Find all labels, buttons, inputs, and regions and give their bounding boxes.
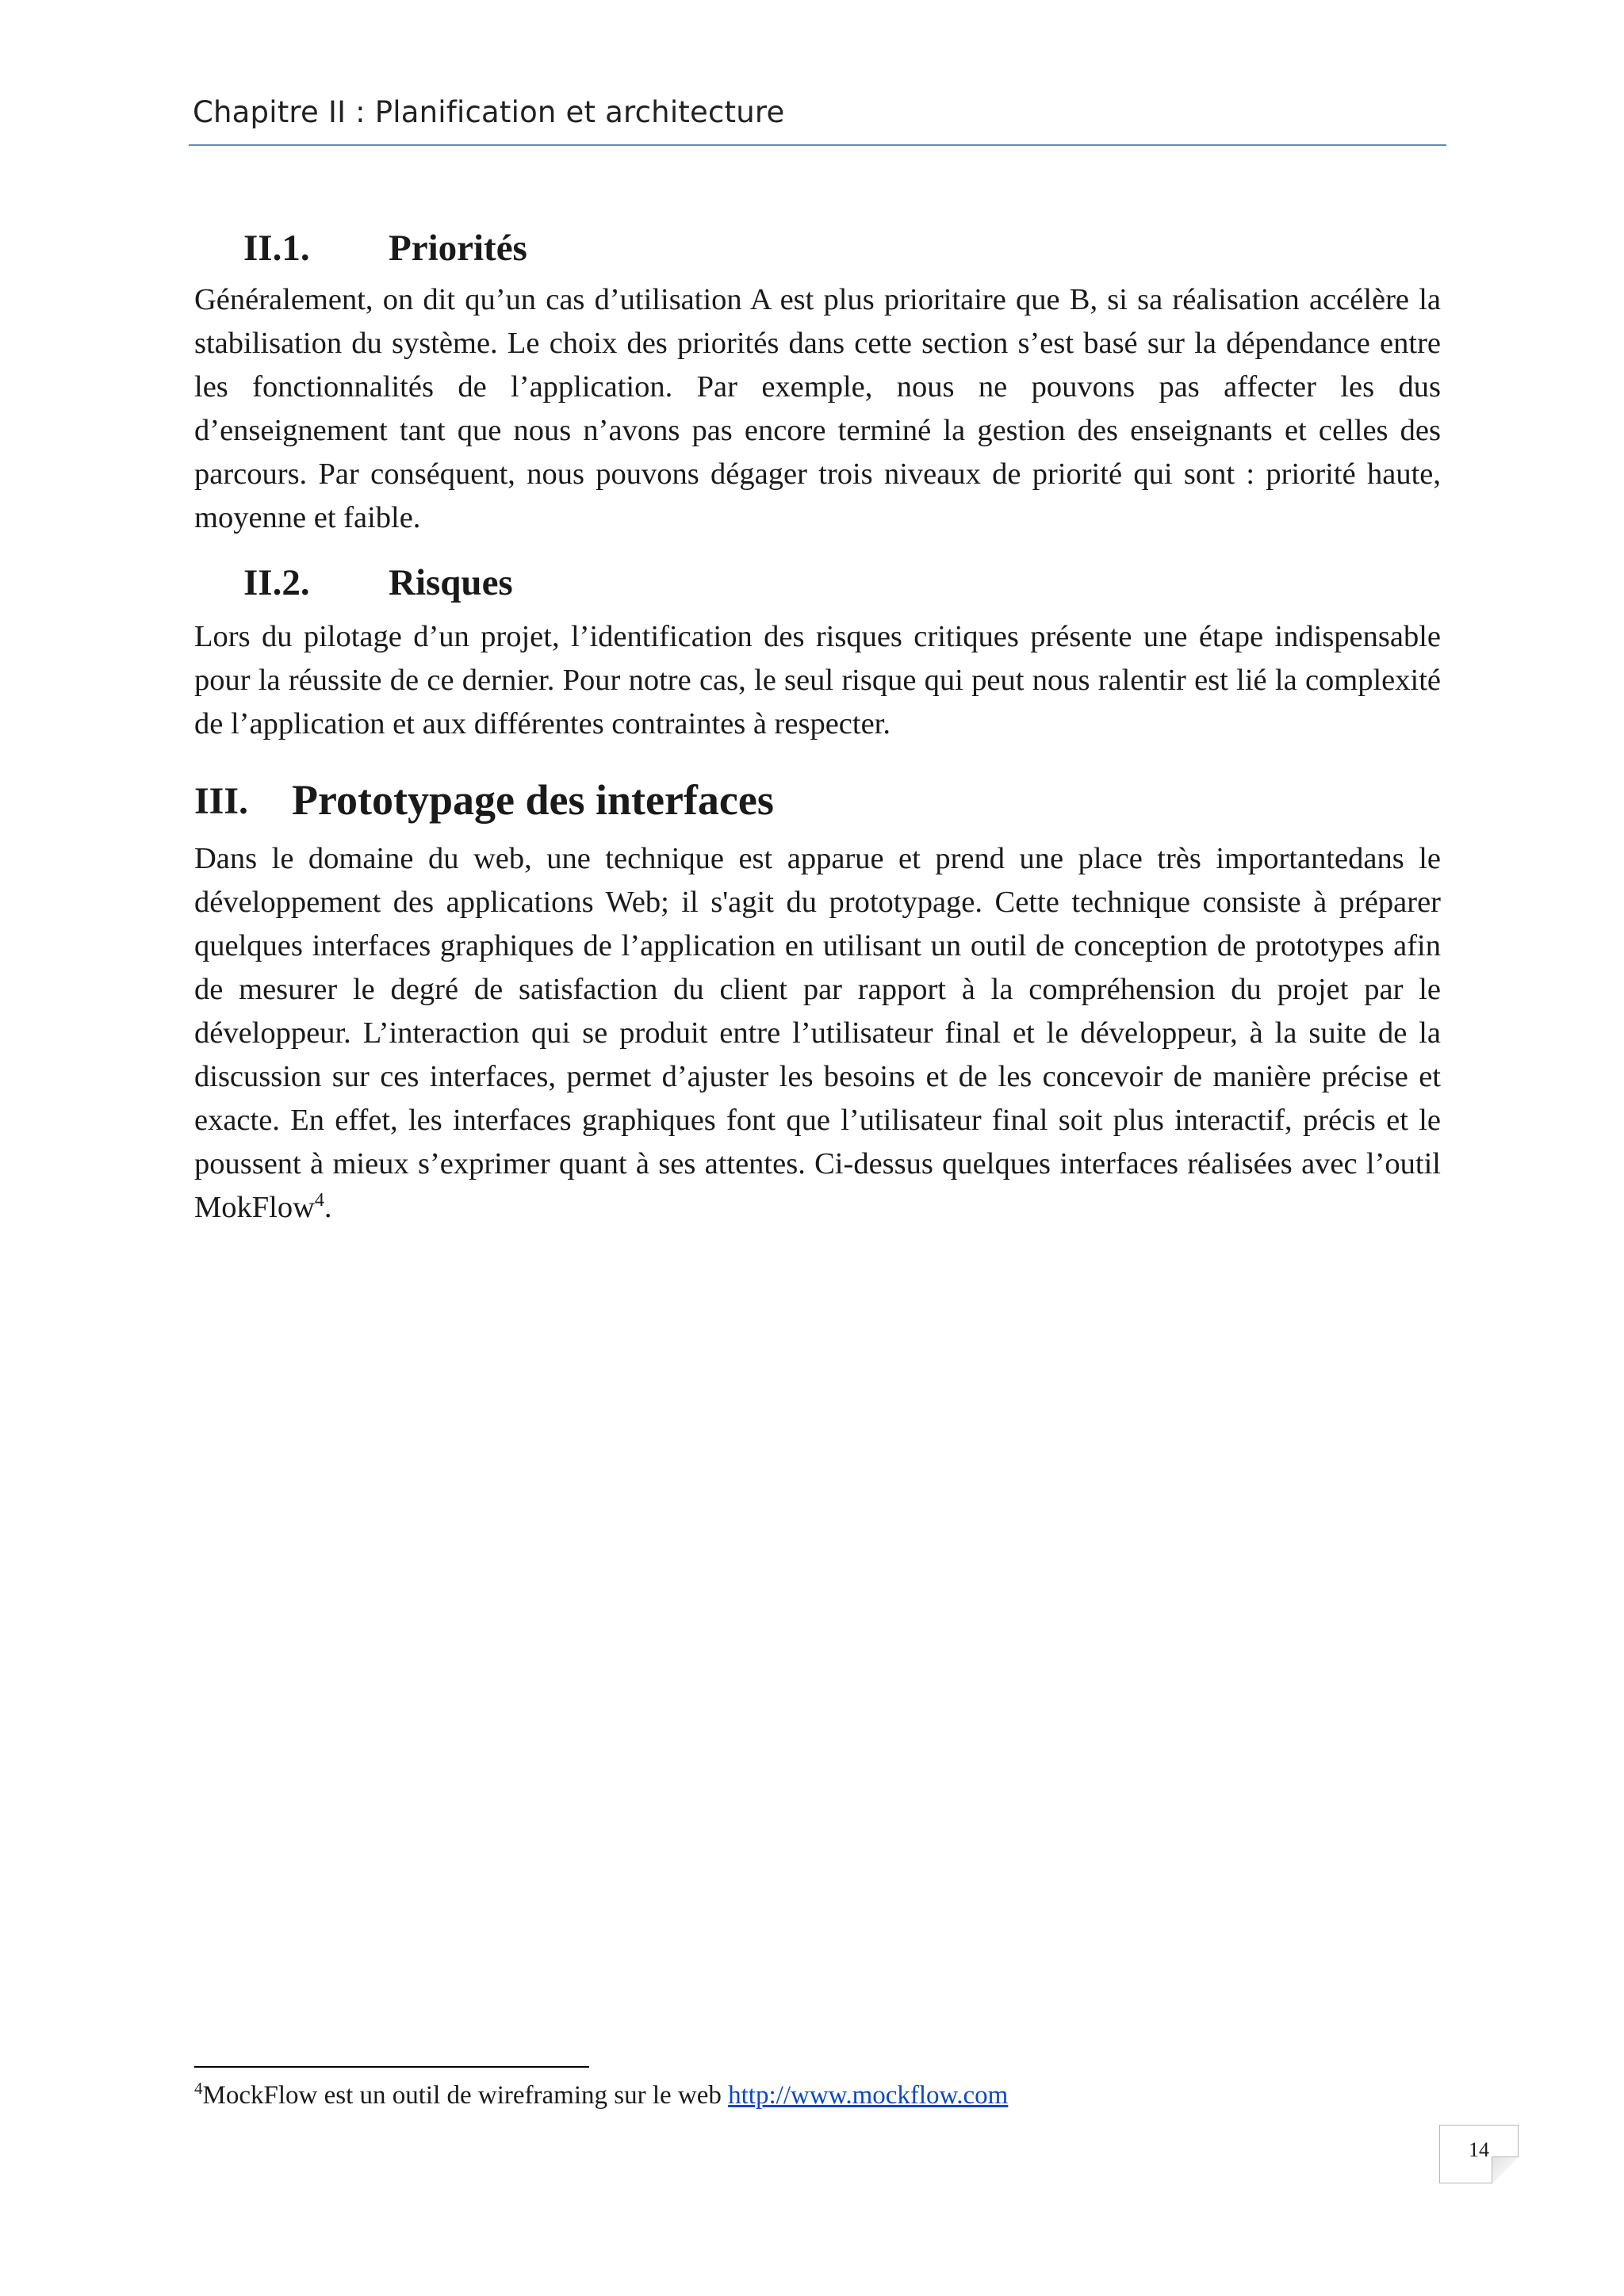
paragraph-priorites: Généralement, on dit qu’un cas d’utilisation A est plus prioritaire que B, si sa réalisation accélère la stabilisation du système. Le choix des priorités dans cette section s’est basé sur la dépendance entre les fonctionnalités de l’application. Par exemple, nous ne pouvons pas affecter les dus d’enseignement tant que nous n’avons pas encore terminé la gestion des enseignants et celles des parcours. Par conséquent, nous pouvons dégager trois niveaux de priorité qui sont : priorité haute, moyenne et faible. (194, 283, 1441, 535)
heading-title: Prototypage des interfaces (292, 775, 774, 824)
page-number: 14 (1469, 2138, 1489, 2161)
footnote (194, 2080, 1008, 2112)
footnote-rule (194, 2066, 589, 2068)
paragraph-text: Dans le domaine du web, une technique est apparue et prend une place très importantedans le développement des applications Web; il s'agit du prototypage. Cette technique consiste à préparer quelques interfaces graphiques de l’application en utilisant un outil de conception de prototypes afin de mesurer le degré de satisfaction du client par rapport à la compréhension du projet par le développeur. L’interaction qui se produit entre l’utilisateur final et le développeur, à la suite de la discussion sur ces interfaces, permet d’ajuster les besoins et de les concevoir de manière précise et exacte. En effet, les interfaces graphiques font que l’utilisateur final soit plus interactif, précis et le poussent à mieux s’exprimer quant à ses attentes. Ci-dessus quelques interfaces réalisées avec l’outil MokFlow (194, 841, 1441, 1224)
heading-title: Priorités (389, 228, 527, 269)
paragraph-end: . (324, 1190, 332, 1224)
footnote-reference[interactable]: 4 (314, 1189, 324, 1211)
heading-number: III. (194, 779, 249, 822)
heading-prototypage (194, 775, 1441, 826)
heading-number: II.1. (243, 228, 310, 269)
paragraph-risques: Lors du pilotage d’un projet, l’identification des risques critiques présente une étape indispensable pour la réussite de ce dernier. Pour notre cas, le seul risque qui peut nous ralentir est lié la complexité de l’application et aux différentes contraintes à respecter. (194, 619, 1441, 740)
page-curl-icon (1492, 2156, 1519, 2183)
page-content (194, 226, 1441, 1230)
header-rule (189, 144, 1446, 146)
heading-title: Risques (389, 562, 513, 604)
footnote-text: MockFlow est un outil de wireframing sur le web (202, 2081, 729, 2110)
running-header: Chapitre II : Planification et architecture (193, 95, 785, 129)
footnote-link[interactable]: http://www.mockflow.com (728, 2081, 1009, 2110)
heading-risques (194, 561, 1441, 605)
heading-number: II.2. (243, 562, 310, 604)
page-number-box (1439, 2125, 1519, 2183)
paragraph-prototypage (194, 837, 1441, 1230)
heading-priorites (194, 226, 1441, 270)
footnote-marker: 4 (194, 2079, 203, 2098)
